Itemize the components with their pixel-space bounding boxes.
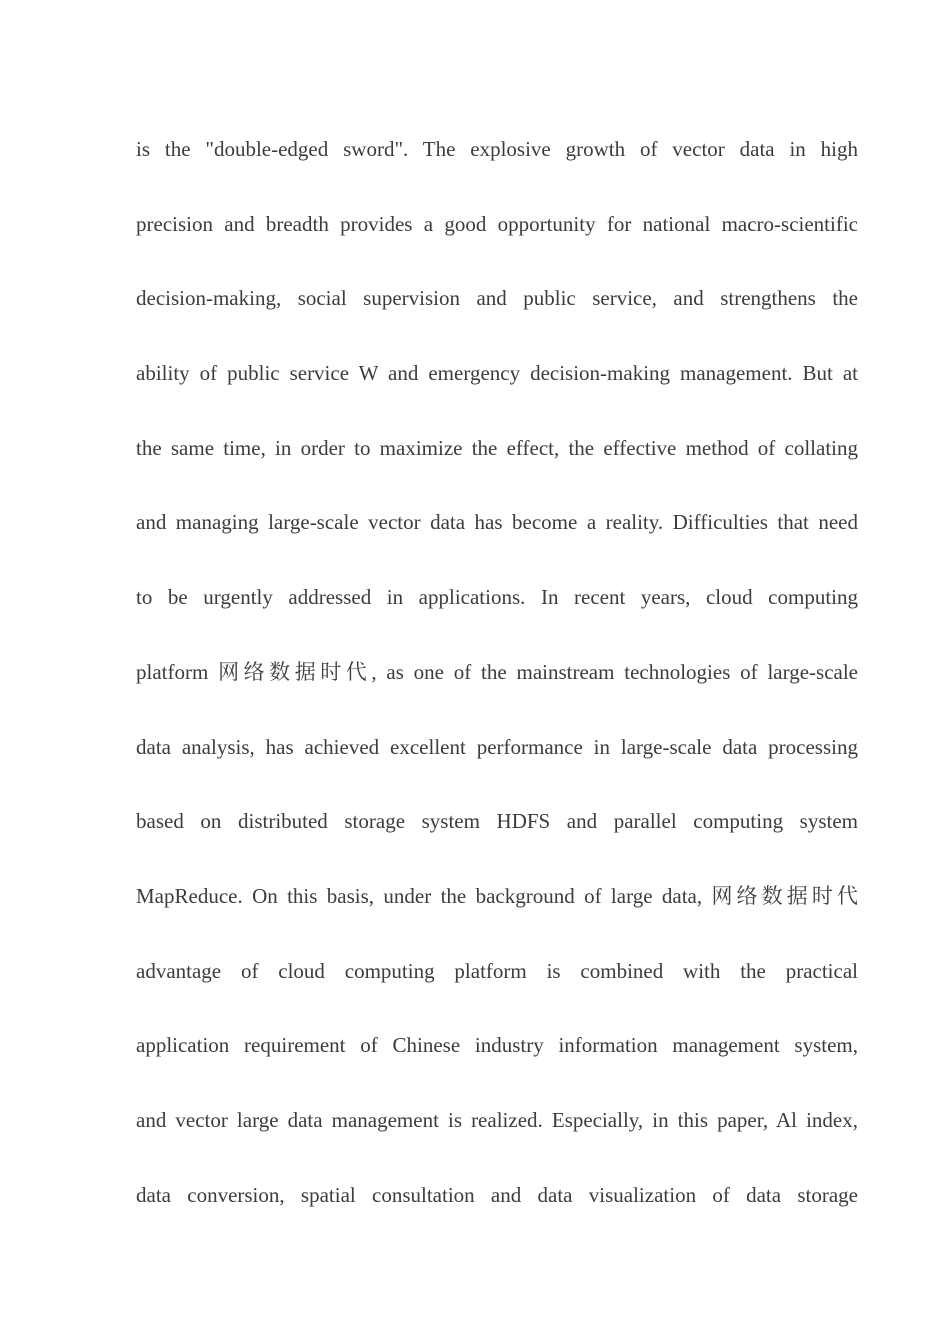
text-line: to be urgently addressed in applications. In recent years, cloud computing [136,585,858,610]
text-line: precision and breadth provides a good opportunity for national macro-scientific [136,211,858,236]
text-line: and managing large-scale vector data has become a reality. Difficulties that need [136,510,858,535]
text-line: ability of public service W and emergency decision-making management. But at [136,361,858,386]
text-line: the same time, in order to maximize the effect, the effective method of collating [136,435,858,460]
text-line: application requirement of Chinese industry information management system, [136,1033,858,1058]
text-line: advantage of cloud computing platform is combined with the practical [136,958,858,983]
text-line: data analysis, has achieved excellent performance in large-scale data processing [136,734,858,759]
text-line: data conversion, spatial consultation and data visualization of data storage [136,1182,858,1207]
body-paragraph [136,112,858,1232]
text-line: decision-making, social supervision and public service, and strengthens the [136,286,858,311]
text-line: is the "double-edged sword". The explosive growth of vector data in high [136,137,858,161]
text-line: and vector large data management is realized. Especially, in this paper, Al index, [136,1107,858,1132]
text-line: MapReduce. On this basis, under the background of large data, 网络数据时代 [136,883,858,908]
text-line: platform 网络数据时代, as one of the mainstream technologies of large-scale [136,659,858,684]
text-line: based on distributed storage system HDFS and parallel computing system [136,809,858,834]
